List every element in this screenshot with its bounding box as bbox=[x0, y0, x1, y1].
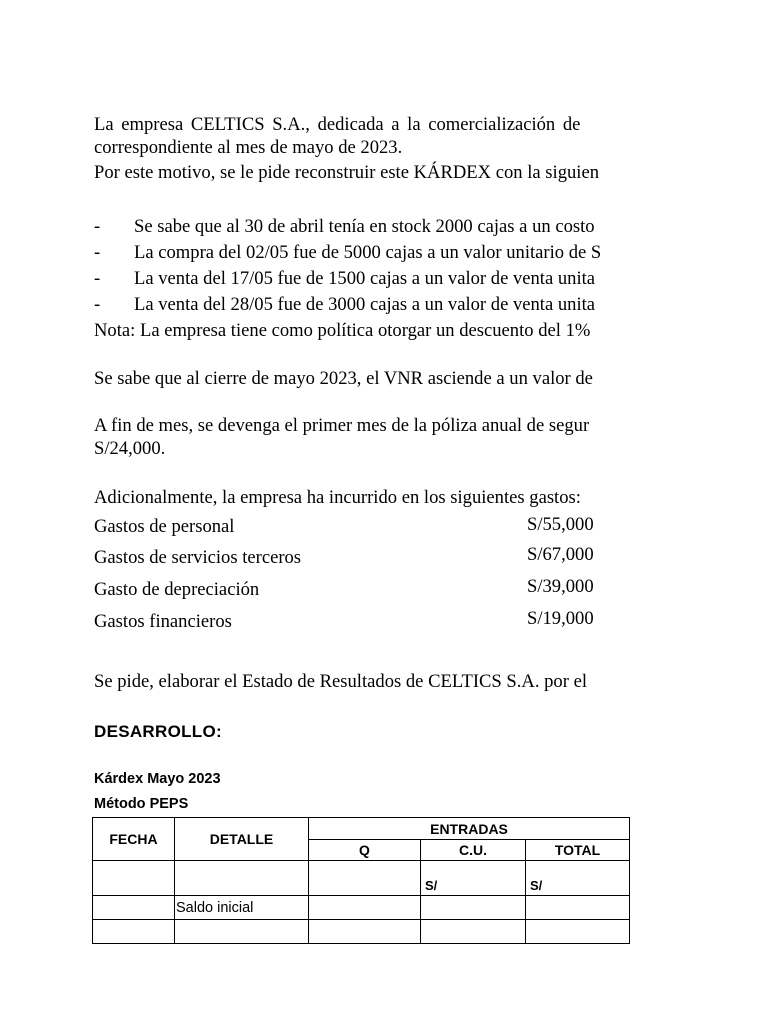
gasto-label: Gastos de personal bbox=[94, 516, 235, 537]
intro-line-1: La empresa CELTICS S.A., dedicada a la comercialización de bbox=[94, 114, 581, 135]
table-cell[interactable] bbox=[93, 861, 175, 896]
gasto-label: Gastos financieros bbox=[94, 611, 232, 632]
header-detalle: DETALLE bbox=[175, 818, 309, 861]
kardex-title: Kárdex Mayo 2023 bbox=[94, 771, 221, 787]
table-row bbox=[93, 861, 630, 896]
nota-text: Nota: La empresa tiene como política otorgar un descuento del 1% bbox=[94, 320, 591, 341]
table-cell[interactable] bbox=[309, 896, 421, 920]
table-cell[interactable] bbox=[421, 896, 526, 920]
header-entradas: ENTRADAS bbox=[309, 818, 630, 840]
table-cell[interactable] bbox=[526, 920, 630, 944]
table-row bbox=[93, 920, 630, 944]
poliza-line-1: A fin de mes, se devenga el primer mes de la póliza anual de segur bbox=[94, 415, 590, 436]
currency-cell[interactable]: S/ bbox=[526, 861, 630, 896]
gasto-label: Gastos de servicios terceros bbox=[94, 547, 302, 568]
intro-line-3: Por este motivo, se le pide reconstruir este KÁRDEX con la siguien bbox=[94, 162, 600, 183]
bullet-marker: - bbox=[94, 294, 101, 315]
bullet-text: La venta del 28/05 fue de 3000 cajas a un valor de venta unita bbox=[134, 294, 596, 315]
header-total: TOTAL bbox=[526, 840, 630, 861]
table-cell[interactable] bbox=[421, 920, 526, 944]
bullet-marker: - bbox=[94, 216, 101, 237]
gasto-label: Gasto de depreciación bbox=[94, 579, 260, 600]
table-cell[interactable] bbox=[93, 920, 175, 944]
saldo-inicial-cell[interactable]: Saldo inicial bbox=[175, 896, 309, 920]
table-cell[interactable] bbox=[93, 896, 175, 920]
desarrollo-heading: DESARROLLO: bbox=[94, 722, 222, 741]
table-cell[interactable] bbox=[309, 920, 421, 944]
vnr-text: Se sabe que al cierre de mayo 2023, el VNR asciende a un valor de bbox=[94, 368, 593, 389]
gasto-amount: S/55,000 bbox=[527, 514, 594, 535]
header-q: Q bbox=[309, 840, 421, 861]
metodo-label: Método PEPS bbox=[94, 796, 189, 812]
pide-text: Se pide, elaborar el Estado de Resultados de CELTICS S.A. por el bbox=[94, 671, 587, 692]
bullet-text: La venta del 17/05 fue de 1500 cajas a un valor de venta unita bbox=[134, 268, 596, 289]
table-cell[interactable] bbox=[309, 861, 421, 896]
table-cell[interactable] bbox=[175, 920, 309, 944]
poliza-line-2: S/24,000. bbox=[94, 438, 166, 459]
table-cell[interactable] bbox=[526, 896, 630, 920]
bullet-text: Se sabe que al 30 de abril tenía en stock 2000 cajas a un costo bbox=[134, 216, 595, 237]
table-row bbox=[93, 896, 630, 920]
currency-cell[interactable]: S/ bbox=[421, 861, 526, 896]
intro-line-2: correspondiente al mes de mayo de 2023. bbox=[94, 137, 403, 158]
gasto-amount: S/67,000 bbox=[527, 544, 594, 565]
bullet-marker: - bbox=[94, 268, 101, 289]
bullet-text: La compra del 02/05 fue de 5000 cajas a un valor unitario de S bbox=[134, 242, 602, 263]
gastos-intro: Adicionalmente, la empresa ha incurrido en los siguientes gastos: bbox=[94, 487, 581, 508]
gasto-amount: S/19,000 bbox=[527, 608, 594, 629]
bullet-marker: - bbox=[94, 242, 101, 263]
kardex-table bbox=[92, 817, 630, 944]
table-cell[interactable] bbox=[175, 861, 309, 896]
gasto-amount: S/39,000 bbox=[527, 576, 594, 597]
header-fecha: FECHA bbox=[93, 818, 175, 861]
header-cu: C.U. bbox=[421, 840, 526, 861]
